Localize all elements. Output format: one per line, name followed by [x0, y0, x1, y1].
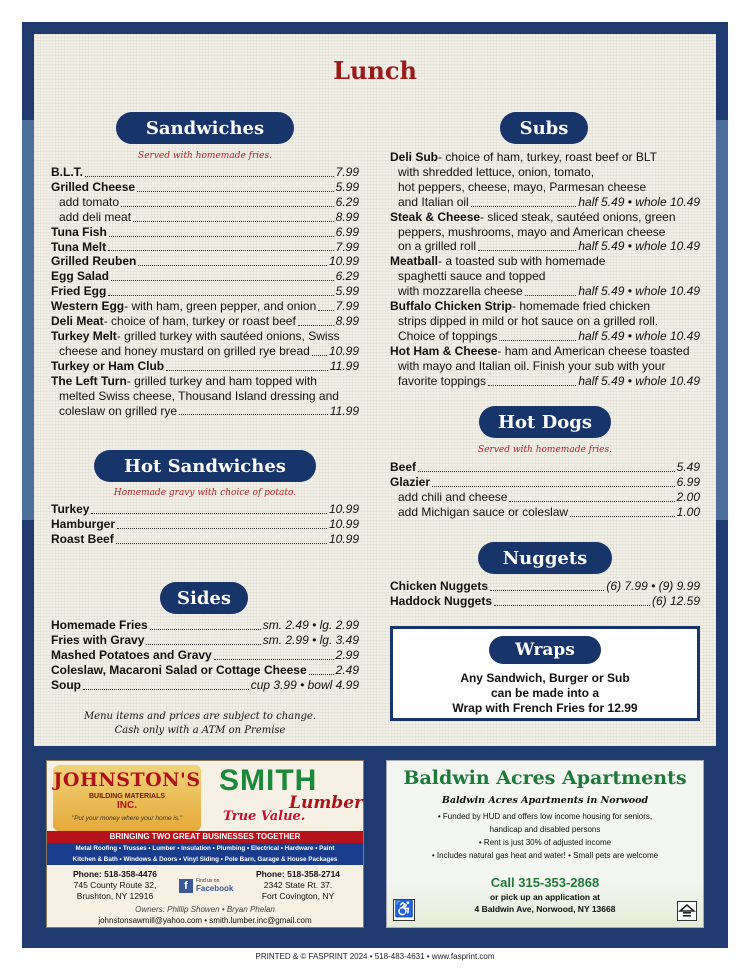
item-name: Haddock Nuggets [390, 593, 493, 608]
menu-item-line [390, 239, 700, 254]
smith-address-2: Fort Covington, NY [261, 891, 335, 901]
menu-item [51, 618, 359, 633]
leader-dots [117, 528, 327, 529]
johnstons-phone: Phone: 518-358-4476 [72, 869, 158, 879]
item-price: cup 3.99 • bowl 4.99 [250, 677, 359, 692]
hot-sandwiches-heading: Hot Sandwiches [94, 450, 316, 482]
menu-item [51, 359, 359, 374]
item-price: 10.99 [328, 343, 359, 358]
sandwiches-heading: Sandwiches [116, 112, 294, 144]
item-price: half 5.49 • whole 10.49 [578, 373, 700, 388]
leader-dots [471, 206, 577, 207]
wraps-line-2: can be made into a [490, 686, 600, 700]
subs-heading: Subs [500, 112, 588, 144]
leader-dots [499, 340, 576, 341]
item-name: add Michigan sauce or coleslaw [398, 504, 569, 519]
item-price: 5.99 [335, 284, 359, 299]
wraps-line-1: Any Sandwich, Burger or Sub [460, 671, 630, 685]
item-name: Chicken Nuggets [390, 579, 489, 593]
menu-item [51, 314, 359, 329]
item-price: 6.99 [335, 224, 359, 239]
find-us-label: Find us on [196, 878, 220, 884]
leader-dots [494, 605, 650, 606]
item-name: Glazier [390, 474, 431, 489]
leader-dots [478, 250, 576, 251]
leader-dots [150, 629, 261, 630]
menu-item-first-line [51, 374, 359, 389]
menu-item [390, 579, 700, 594]
wraps-heading: Wraps [489, 636, 601, 664]
item-name: Tuna Melt [51, 239, 107, 254]
leader-dots [133, 221, 334, 222]
item-price: 11.99 [329, 358, 359, 373]
item-description-cont: hot peppers, cheese, mayo, Parmesan cheese [398, 179, 647, 194]
menu-item [51, 240, 359, 255]
johnstons-inc: INC. [117, 800, 137, 811]
emails: johnstonsawmill@yahoo.com • smith.lumber.inc@gmail.com [98, 916, 312, 925]
leader-dots [116, 543, 327, 544]
menu-item-first-line [390, 299, 700, 314]
item-description-cont: spaghetti sauce and topped [398, 269, 546, 284]
item-description-cont: with shredded lettuce, onion, tomato, [398, 164, 595, 179]
item-description: - ham and American cheese toasted [497, 343, 690, 358]
johnstons-tagline: "Put your money where your home is." [71, 815, 183, 822]
leader-dots [108, 295, 333, 296]
equal-housing-icon [677, 901, 697, 921]
item-description-cont: cheese and honey mustard on grilled rye bread [59, 343, 310, 358]
item-description-cont: Choice of toppings [398, 328, 498, 343]
item-name: Turkey Melt [51, 328, 117, 343]
facebook-label: Facebook [196, 884, 234, 893]
item-price: half 5.49 • whole 10.49 [578, 239, 700, 254]
item-name: Mashed Potatoes and Gravy [51, 647, 212, 662]
hot-dogs-list [390, 460, 700, 520]
leader-dots [509, 501, 674, 502]
item-price: 6.99 [676, 474, 700, 489]
leader-dots [490, 590, 604, 591]
leader-dots [432, 486, 675, 487]
leader-dots [146, 644, 260, 645]
item-price: 11.99 [329, 403, 359, 418]
item-description-cont: with mozzarella cheese [398, 284, 523, 299]
menu-item [390, 505, 700, 520]
leader-dots [525, 295, 577, 296]
item-price: half 5.49 • whole 10.49 [578, 194, 700, 209]
smith-name: SMITH [219, 764, 318, 797]
nuggets-heading: Nuggets [478, 542, 612, 574]
menu-item-line [390, 195, 700, 210]
hot-sandwiches-list [51, 502, 359, 547]
menu-item [51, 269, 359, 284]
item-price: 2.49 [335, 662, 359, 677]
leader-dots [214, 659, 334, 660]
owners: Owners: Phillip Showen • Bryan Phelan [135, 905, 275, 914]
page-title: Lunch [333, 56, 417, 85]
item-name: Fries with Gravy [51, 632, 145, 647]
item-price: 5.49 [676, 460, 700, 474]
baldwin-call: Call 315-353-2868 [490, 875, 600, 890]
item-price: 7.99 [335, 165, 359, 179]
item-price: 6.29 [335, 269, 359, 284]
menu-item-first-line [390, 150, 700, 165]
johnstons-address-2: Brushton, NY 12916 [76, 891, 154, 901]
leader-dots [121, 206, 334, 207]
sides-list [51, 618, 359, 693]
item-name: Deli Sub [390, 150, 439, 164]
menu-item-first-line [390, 344, 700, 359]
item-price: 10.99 [328, 516, 359, 531]
ad-banner: BRINGING TWO GREAT BUSINESSES TOGETHER [47, 831, 363, 843]
sides-heading: Sides [160, 582, 248, 614]
menu-item [51, 195, 359, 210]
item-price: (6) 12.59 [651, 593, 700, 608]
leader-dots [83, 689, 249, 690]
leader-dots [312, 355, 327, 356]
wheelchair-icon: ♿ [393, 899, 415, 921]
menu-item-line [390, 329, 700, 344]
baldwin-title: Baldwin Acres Apartments [403, 767, 687, 789]
item-name: Fried Egg [51, 284, 107, 299]
leader-dots [309, 674, 334, 675]
ad-categories [47, 843, 363, 865]
johnstons-building: BUILDING MATERIALS [88, 793, 166, 800]
item-description: - a toasted sub with homemade [438, 254, 606, 269]
item-description-cont: with mayo and Italian oil. Finish your sub with your [398, 358, 666, 373]
item-name: Turkey [51, 502, 90, 516]
item-name: Hamburger [51, 516, 116, 531]
leader-dots [166, 370, 328, 371]
wraps-box [390, 626, 700, 721]
menu-item [51, 299, 359, 314]
item-description: - with ham, green pepper, and onion [124, 299, 317, 314]
menu-item [390, 475, 700, 490]
nuggets-list [390, 579, 700, 609]
item-name: Tuna Fish [51, 224, 107, 239]
item-name: Grilled Reuben [51, 254, 137, 269]
menu-item [51, 633, 359, 648]
item-name: add tomato [59, 194, 120, 209]
item-price: 2.99 [335, 647, 359, 662]
item-name: Roast Beef [51, 531, 114, 546]
hot-sandwiches-note: Homemade gravy with choice of potato. [113, 488, 297, 498]
item-name: Steak & Cheese [390, 209, 481, 224]
item-description-cont: coleslaw on grilled rye [59, 403, 178, 418]
item-name: Turkey or Ham Club [51, 358, 165, 373]
item-price: 8.99 [335, 209, 359, 224]
menu-item-first-line [51, 329, 359, 344]
leader-dots [298, 325, 334, 326]
menu-item [51, 210, 359, 225]
item-description-cont: melted Swiss cheese, Thousand Island dressing and [59, 388, 339, 403]
menu-item-line [51, 404, 359, 419]
baldwin-bullet-3: • Includes natural gas heat and water! • Small pets are welcome [431, 851, 659, 860]
item-description: - choice of ham, turkey or roast beef [103, 314, 296, 329]
smith-contact [239, 869, 357, 902]
menu-item [51, 502, 359, 517]
item-name: B.L.T. [51, 165, 83, 179]
leader-dots [318, 310, 333, 311]
print-credit: PRINTED & © FASPRINT 2024 • 518-483-4631 • www.fasprint.com [255, 952, 495, 961]
item-description-cont: favorite toppings [398, 373, 487, 388]
johnstons-smith-ad [46, 760, 364, 928]
baldwin-acres-ad [386, 760, 704, 928]
disclaimer [60, 710, 340, 738]
smith-address-1: 2342 State Rt. 37. [263, 880, 333, 890]
item-price: 10.99 [328, 254, 359, 269]
baldwin-bullet-2: • Rent is just 30% of adjusted income [478, 838, 612, 847]
smith-lumber-logo [219, 764, 363, 831]
item-description-cont: peppers, mushrooms, mayo and American cheese [398, 224, 666, 239]
menu-item [51, 180, 359, 195]
item-name: Soup [51, 677, 81, 692]
leader-dots [137, 191, 334, 192]
johnstons-contact [55, 869, 175, 902]
menu-item [51, 165, 359, 180]
menu-item [51, 517, 359, 532]
leader-dots [85, 176, 334, 177]
item-name: add chili and cheese [398, 489, 508, 504]
item-price: 1.00 [676, 504, 700, 519]
hot-dogs-heading: Hot Dogs [479, 406, 611, 438]
item-price: 8.99 [335, 314, 359, 329]
menu-item [51, 225, 359, 240]
johnstons-name: JOHNSTON'S [53, 769, 201, 791]
menu-item-first-line [390, 254, 700, 269]
item-price: half 5.49 • whole 10.49 [578, 284, 700, 299]
item-name: Egg Salad [51, 269, 110, 284]
disclaimer-line-2: Cash only with a ATM on Premise [114, 725, 286, 736]
menu-item [51, 284, 359, 299]
sandwiches-note: Served with homemade fries. [138, 151, 272, 161]
menu-item [51, 648, 359, 663]
item-price: 10.99 [328, 531, 359, 546]
menu-item [51, 678, 359, 693]
facebook-icon: f [179, 879, 193, 893]
leader-dots [109, 236, 334, 237]
baldwin-bullet-1: • Funded by HUD and offers low income housing for seniors, [437, 812, 653, 821]
leader-dots [570, 516, 675, 517]
hot-dogs-note: Served with homemade fries. [478, 445, 612, 455]
item-price: sm. 2.49 • lg. 2.99 [262, 618, 359, 632]
baldwin-bullets [387, 810, 703, 862]
menu-item [390, 594, 700, 609]
sandwiches-list [51, 165, 359, 418]
leader-dots [179, 414, 328, 415]
item-name: Meatball [390, 254, 439, 269]
item-name: Beef [390, 460, 417, 474]
menu-item [390, 460, 700, 475]
item-description: - choice of ham, turkey, roast beef or BLT [438, 150, 657, 164]
smith-lumber: Lumber [289, 793, 363, 813]
ad-categories-1: Metal Roofing • Trusses • Lumber • Insulation • Plumbing • Electrical • Hardware • Paint [75, 845, 335, 852]
item-description: - sliced steak, sautéed onions, green [480, 209, 676, 224]
ad-categories-2: Kitchen & Bath • Windows & Doors • Vinyl Siding • Pole Barn, Garage & House Packages [72, 856, 338, 863]
johnstons-address-1: 745 County Route 32, [73, 880, 157, 890]
item-price: 10.99 [328, 502, 359, 516]
menu-item-line [390, 374, 700, 389]
menu-item-line [390, 284, 700, 299]
item-description-cont: on a grilled roll [398, 239, 477, 254]
item-name: Grilled Cheese [51, 179, 136, 194]
leader-dots [91, 513, 327, 514]
menu-item-first-line [390, 210, 700, 225]
item-description: - homemade fried chicken [512, 299, 651, 314]
item-name: add deli meat [59, 209, 132, 224]
item-description-cont: and Italian oil [398, 194, 469, 209]
menu-item [51, 532, 359, 547]
johnstons-logo [53, 765, 201, 831]
item-price: 5.99 [335, 179, 359, 194]
wraps-line-3: Wrap with French Fries for 12.99 [452, 701, 638, 715]
item-price: 7.99 [335, 299, 359, 314]
wraps-text [393, 671, 697, 716]
item-name: Hot Ham & Cheese [390, 343, 498, 358]
baldwin-subtitle: Baldwin Acres Apartments in Norwood [441, 795, 649, 806]
menu-item [51, 663, 359, 678]
item-price: 7.99 [335, 239, 359, 254]
true-value-logo: True Value. [223, 809, 306, 824]
item-description: - grilled turkey and ham topped with [126, 373, 317, 388]
menu-item-line [51, 344, 359, 359]
item-name: Deli Meat [51, 314, 104, 329]
item-price: half 5.49 • whole 10.49 [578, 328, 700, 343]
facebook-link[interactable] [179, 879, 235, 895]
baldwin-bullet-1b: handicap and disabled persons [489, 825, 601, 834]
menu-item [51, 254, 359, 269]
item-description-cont: strips dipped in mild or hot sauce on a grilled roll. [398, 313, 659, 328]
baldwin-pickup: or pick up an application at [489, 892, 601, 902]
item-name: Coleslaw, Macaroni Salad or Cottage Cheese [51, 662, 307, 677]
leader-dots [138, 265, 327, 266]
leader-dots [111, 280, 334, 281]
item-name: The Left Turn [51, 373, 127, 388]
item-name: Western Egg [51, 299, 125, 314]
item-price: 2.00 [676, 489, 700, 504]
subs-list [390, 150, 700, 389]
item-name: Buffalo Chicken Strip [390, 299, 513, 314]
leader-dots [108, 250, 334, 251]
leader-dots [488, 385, 576, 386]
item-price: (6) 7.99 • (9) 9.99 [606, 579, 700, 593]
item-name: Homemade Fries [51, 618, 148, 632]
item-price: sm. 2.99 • lg. 3.49 [262, 632, 359, 647]
disclaimer-line-1: Menu items and prices are subject to change. [83, 711, 317, 722]
item-description: - grilled turkey with sautéed onions, Swiss [116, 328, 340, 343]
baldwin-address: 4 Baldwin Ave, Norwood, NY 13668 [474, 904, 616, 914]
item-price: 6.29 [335, 194, 359, 209]
smith-phone: Phone: 518-358-2714 [255, 869, 341, 879]
leader-dots [418, 471, 675, 472]
menu-item [390, 490, 700, 505]
